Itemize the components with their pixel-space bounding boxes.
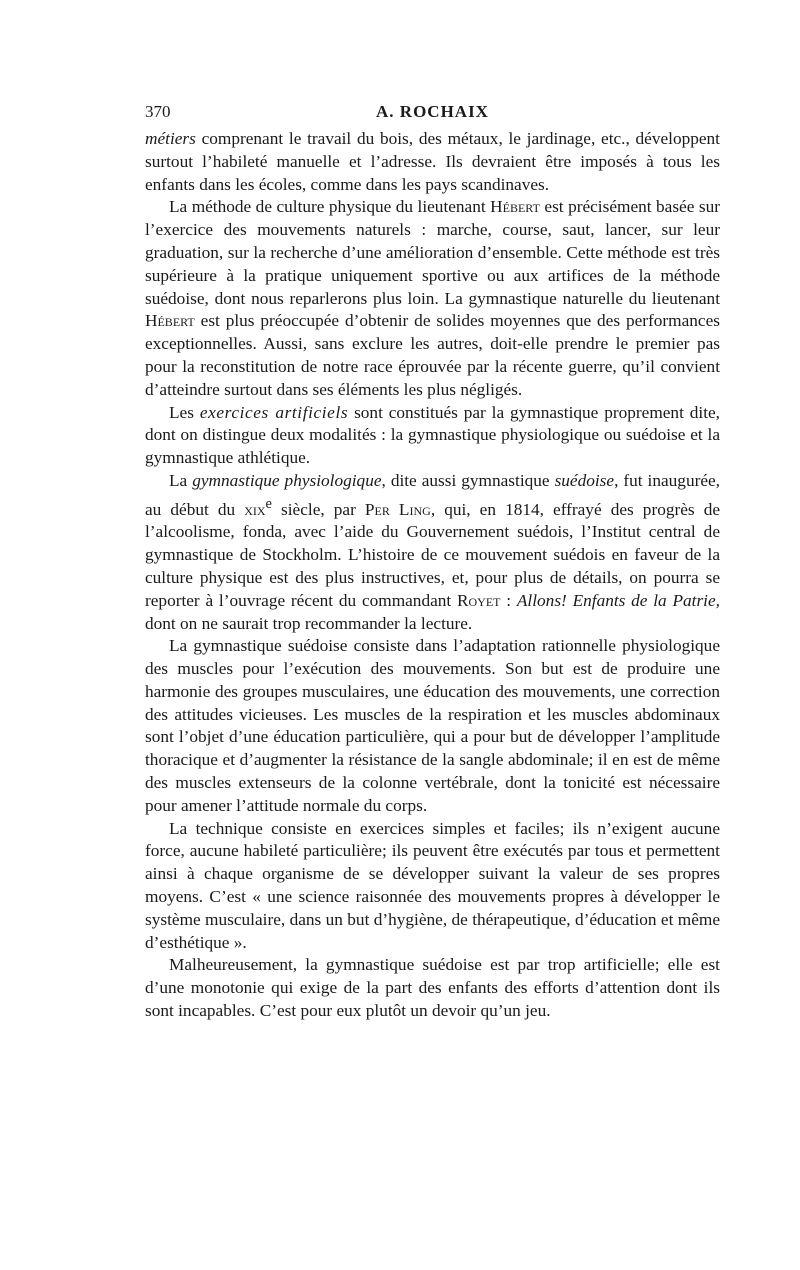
paragraph xyxy=(145,954,720,1022)
text-span: La xyxy=(169,470,193,490)
paragraph xyxy=(145,196,720,401)
running-head: A. ROCHAIX xyxy=(376,102,489,121)
text-span: siècle, par xyxy=(271,499,365,519)
text-span: comprenant le travail du bois, des métaux, le jardinage, etc., développent surtout l’habileté manuelle et l’adresse. Ils devraient être imposés à tous les enfants dans les écoles, comme dans les pays scandinaves. xyxy=(145,129,720,194)
paragraph xyxy=(145,128,720,196)
text-span: est précisément basée sur l’exercice des mouvements naturels : marche, course, saut, lancer, sur leur graduation, sur la recherche d’une amélioration d’ensemble. Cette méthode est très supérieure à la pratique uniquement sportive ou aux artifices de la méthode suédoise, dont nous reparlerons plus loin. La gymnastique naturelle du lieutenant xyxy=(145,197,720,308)
text-span: e xyxy=(265,495,272,512)
page-header xyxy=(145,102,720,126)
text-span: Hébert xyxy=(490,197,540,217)
paragraph xyxy=(145,470,720,635)
text-span: : xyxy=(500,590,517,610)
text-span: xix xyxy=(244,499,266,519)
text-span: suédoise xyxy=(554,470,615,490)
page-number: 370 xyxy=(145,102,171,121)
text-span: sont constitués par la gymnastique proprement dite, dont on distingue deux modalités : la gymnastique physiologique ou suédoise et la gymnastique athlétique. xyxy=(145,402,720,468)
text-span: Allons! Enfants de la Patrie, xyxy=(516,590,720,610)
text-span: Per Ling xyxy=(364,499,431,519)
body-text xyxy=(145,128,720,1023)
text-span: Malheureusement, la gymnastique suédoise est par trop artificielle; elle est d’une monotonie qui exige de la part des enfants des efforts d’attention dont ils sont incapables. C’est pour eux plutôt un devoir qu’un jeu. xyxy=(145,955,720,1021)
text-span: Hébert xyxy=(145,311,195,331)
paragraph xyxy=(145,635,720,817)
text-span: , fut inaugurée, au début du xyxy=(145,470,721,519)
text-span: , dite aussi gymnastique xyxy=(381,470,555,490)
text-span: exercices artificiels xyxy=(199,402,349,422)
text-span: , qui, en 1814, effrayé des progrès de l’alcoolisme, fonda, avec l’aide du Gouvernement suédois, l’Institut central de gymnastique de Stockholm. L’histoire de ce mouvement suédois en faveur de la culture physique est des plus instructives, et, pour plus de détails, on pourra se reporter à l’ouvrage récent du commandant xyxy=(145,499,721,610)
text-span: La technique consiste en exercices simples et faciles; ils n’exigent aucune force, aucune habileté particulière; ils peuvent être exécutés par tous et permettent ainsi à chaque organisme de se développer suivant la valeur de ses propres moyens. C’est « une science raisonnée des mouvements propres à développer le système musculaire, dans un but d’hygiène, de thérapeutique, d’éducation et même d’esthétique ». xyxy=(145,818,720,952)
paragraph xyxy=(145,402,720,470)
text-span: métiers xyxy=(145,129,196,148)
text-span: gymnastique physiologique xyxy=(192,470,382,490)
text-span: La gymnastique suédoise consiste dans l’adaptation rationnelle physiologique des muscles pour l’exécution des mouvements. Son but est de produire une harmonie des groupes musculaires, une éducation des mouvements, une correction des attitudes vicieuses. Les muscles de la respiration et les muscles abdominaux sont l’objet d’une éducation particulière, qui a pour but de développer l’amplitude thoracique et d’augmenter la résistance de la sangle abdominale; il en est de même des muscles extenseurs de la colonne vertébrale, dont la tonicité est nécessaire pour amener l’attitude normale du corps. xyxy=(145,636,720,815)
text-span: Royet xyxy=(456,590,501,610)
paragraph xyxy=(145,818,720,955)
text-span: La méthode de culture physique du lieutenant xyxy=(169,197,491,217)
text-span: Les xyxy=(169,402,200,422)
text-span: dont on ne saurait trop recommander la lecture. xyxy=(145,613,473,633)
text-span: est plus préoccupée d’obtenir de solides moyennes que des performances exceptionnelles. Aussi, sans exclure les autres, doit-elle prendre le premier pas pour la reconstitution de notre race éprouvée par la récente guerre, qu’il convient d’atteindre surtout dans ses éléments les plus négligés. xyxy=(145,311,720,399)
